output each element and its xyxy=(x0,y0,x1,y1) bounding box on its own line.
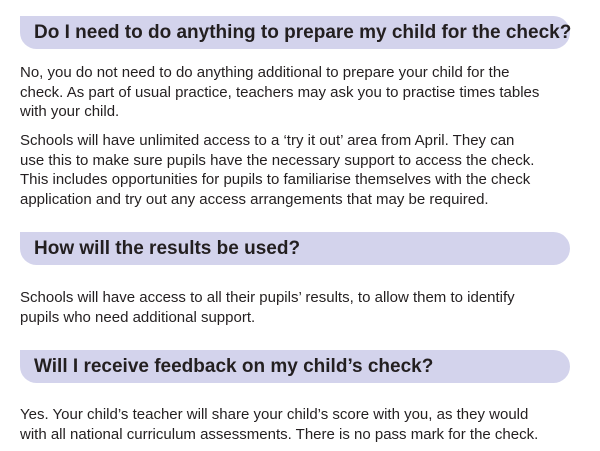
paragraph-try-it-out xyxy=(20,131,580,209)
text-line: use this to make sure pupils have the necessary support to access the check. xyxy=(20,151,535,169)
text-line: check. As part of usual practice, teachers may ask you to practise times tables xyxy=(20,83,540,101)
text-line: This includes opportunities for pupils to familiarise themselves with the check xyxy=(20,171,531,189)
section-heading-feedback: Will I receive feedback on my child’s check? xyxy=(20,350,570,383)
text-line: with your child. xyxy=(20,103,120,121)
text-line: Schools will have unlimited access to a ‘try it out’ area from April. They can xyxy=(20,132,515,149)
section-heading-prepare: Do I need to do anything to prepare my child for the check? xyxy=(20,16,570,49)
text-line: No, you do not need to do anything additional to prepare your child for the xyxy=(20,64,510,81)
paragraph-results-access xyxy=(20,288,580,327)
paragraph-feedback xyxy=(20,405,580,444)
paragraph-no-preparation xyxy=(20,63,580,122)
text-line: application and try out any access arrangements that may be required. xyxy=(20,190,489,208)
text-line: with all national curriculum assessments. There is no pass mark for the check. xyxy=(20,425,539,443)
text-line: pupils who need additional support. xyxy=(20,308,256,326)
section-heading-results: How will the results be used? xyxy=(20,232,570,265)
text-line: Yes. Your child’s teacher will share your child’s score with you, as they would xyxy=(20,406,529,423)
text-line: Schools will have access to all their pupils’ results, to allow them to identify xyxy=(20,289,515,306)
